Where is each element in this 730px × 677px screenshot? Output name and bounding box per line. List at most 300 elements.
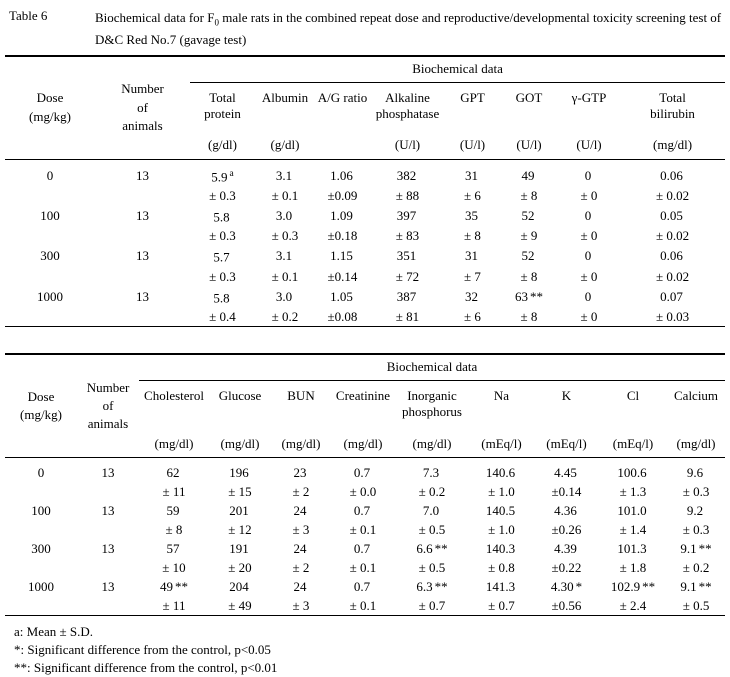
cell-mean: 9.2 [686,502,704,518]
column-unit: (U/l) [576,137,602,153]
significance-marker [249,541,251,556]
table-row-mean [5,205,725,226]
table-row-mean [5,539,725,558]
cell-sd: ± 20 [228,559,252,575]
column-unit: (mg/dl) [154,435,194,451]
dose-value: 0 [37,464,45,480]
dose-column-header [5,354,77,458]
cell-mean: 1.15 [330,248,353,264]
cell-sd: ±0.26 [551,521,582,537]
cell-mean: 24 [293,540,307,556]
cell-sd: ± 6 [464,187,481,203]
mean-superscript [230,209,232,219]
animals-header-line2: of [137,99,148,115]
cell-sd: ± 0.3 [209,228,236,244]
cell-sd: ± 1.8 [619,559,647,575]
significance-marker [307,579,309,594]
cell-sd: ± 15 [228,483,252,499]
cell-sd: ± 72 [395,268,420,284]
table-row-sd [5,226,725,245]
cell-sd: ±0.14 [551,483,582,499]
cell-mean: 23 [293,464,307,480]
cell-sd: ± 0 [580,308,598,324]
significance-marker [370,541,372,556]
column-unit: (mEq/l) [612,435,654,451]
title-text-post: male rats in the combined repeat dose and reproductive/developmental toxicity screening test of D&C Red No.7 (gavage test) [95,10,722,48]
dose-column-header [5,56,95,160]
column-header [599,380,667,457]
animals-column-header [95,56,190,160]
column-unit: (g/dl) [270,137,300,153]
dose-value: 1000 [37,288,63,304]
significance-marker [515,541,517,556]
animals-value: 13 [101,502,115,518]
cell-mean: 102.9 ** [610,578,656,594]
column-header [190,82,255,159]
table-row-sd [5,596,725,616]
column-header [315,82,370,159]
column-name: Calcium [674,387,719,403]
table-row-mean [5,501,725,520]
cell-mean: 6.6 ** [416,540,448,556]
animals-header-line1: Number [86,379,130,395]
significance-marker [416,168,418,183]
dose-value: 100 [31,502,51,518]
cell-mean: 5.8 [213,209,230,225]
cell-mean: 9.6 [686,464,704,480]
cell-sd: ± 1.4 [619,521,647,537]
table-row-sd [5,186,725,205]
cell-mean: 4.36 [554,502,577,518]
significance-marker [577,465,579,480]
cell-sd: ± 83 [395,228,420,244]
significance-marker: ** [698,540,712,556]
column-header [500,82,558,159]
cell-mean: 397 [396,208,417,224]
cell-sd: ± 0.1 [349,559,377,575]
dose-header-line2: (mg/kg) [29,108,71,124]
cell-sd: ± 0.5 [682,597,710,613]
significance-marker [180,465,182,480]
cell-sd: ± 0.02 [655,268,690,284]
cell-mean: 3.1 [275,167,293,183]
cell-sd: ± 9 [520,228,538,244]
significance-marker [249,465,251,480]
significance-marker: ** [175,578,188,594]
column-name: Alkaline phosphatase [375,89,440,121]
animals-column-header [77,354,139,458]
column-name: GOT [515,89,543,105]
column-name: K [561,387,572,403]
cell-sd: ± 1.3 [619,483,647,499]
cell-sd: ±0.18 [327,228,358,244]
column-header [370,82,445,159]
cell-mean: 5.7 [213,249,230,265]
table-caption [5,8,725,50]
cell-sd: ± 2 [292,559,310,575]
significance-marker [292,248,294,263]
table-upper-header [5,56,725,160]
cell-sd: ± 0.02 [655,228,690,244]
cell-mean: 57 [166,540,180,556]
cell-mean: 9.1 ** [680,540,712,556]
mean-superscript [230,290,232,300]
significance-marker [370,465,372,480]
table-row-mean [5,577,725,596]
cell-sd: ±0.14 [327,268,358,284]
cell-sd: ± 8 [520,187,538,203]
cell-sd: ± 0.1 [349,597,377,613]
cell-sd: ± 0.03 [655,308,690,324]
cell-mean: 24 [293,578,307,594]
column-name: Cholesterol [144,387,204,403]
footnote-mean-sd: a: Mean ± S.D. [14,623,93,639]
cell-mean: 100.6 [617,464,647,480]
significance-marker [439,465,441,480]
column-header [331,380,395,457]
animals-header-line2: of [102,397,114,413]
significance-marker [647,465,649,480]
cell-mean: 141.3 [485,578,516,594]
table-row-mean [5,245,725,266]
cell-sd: ± 1.0 [488,483,515,499]
cell-mean: 140.6 [485,464,516,480]
cell-sd: ± 7 [464,268,481,284]
table-number: Table 6 [9,8,48,23]
cell-sd: ± 10 [162,559,186,575]
mean-superscript [230,249,232,259]
significance-marker [416,248,418,263]
cell-sd: ±0.09 [327,187,358,203]
column-name: γ-GTP [571,89,607,105]
column-name: Na [493,387,510,403]
cell-sd: ± 0 [580,268,598,284]
group-header-row [5,56,725,83]
cell-sd: ± 11 [162,483,186,499]
cell-sd: ± 0 [580,228,598,244]
column-name: Glucose [218,387,262,403]
cell-mean: 351 [396,248,417,264]
cell-sd: ± 0 [580,187,598,203]
cell-mean: 35 [465,208,478,224]
significance-marker [647,541,649,556]
cell-sd: ± 1.0 [488,521,515,537]
column-header [469,380,534,457]
footnotes [14,623,725,677]
significance-marker [353,208,355,223]
cell-mean: 0.06 [660,167,683,183]
cell-sd: ± 0.1 [271,268,299,284]
column-header [271,380,331,457]
significance-marker [683,168,685,183]
column-header [395,380,469,457]
table-row-sd [5,520,725,539]
significance-marker: ** [434,540,448,556]
cell-mean: 62 [166,464,180,480]
cell-mean: 49 [521,167,535,183]
significance-marker [703,503,705,518]
cell-sd: ± 2 [292,483,310,499]
column-header [620,82,725,159]
column-unit: (mg/dl) [676,435,716,451]
table-row-sd [5,267,725,286]
title-subscript: 0 [214,17,219,28]
cell-sd: ± 2.4 [619,597,647,613]
significance-marker [577,503,579,518]
column-header [255,82,315,159]
column-name: BUN [287,387,315,403]
significance-marker [180,503,182,518]
column-name: Total bilirubin [650,89,695,121]
significance-marker [416,208,418,223]
cell-sd: ± 0.5 [418,559,446,575]
cell-mean: 1.09 [330,208,353,224]
cell-mean: 0 [584,208,592,224]
cell-mean: 4.30 * [550,578,583,594]
cell-sd: ±0.22 [551,559,582,575]
column-name: Albumin [261,89,309,105]
cell-sd: ± 0.3 [682,521,710,537]
significance-marker [515,465,517,480]
cell-mean: 101.3 [617,540,647,556]
cell-sd: ± 0.02 [655,187,690,203]
cell-sd: ± 0.4 [209,308,236,324]
column-unit: (mEq/l) [546,435,587,451]
cell-mean: 3.1 [275,248,293,264]
cell-mean: 191 [229,540,249,556]
animals-value: 13 [136,248,149,264]
cell-sd: ± 0.2 [271,308,299,324]
significance-marker [591,248,593,263]
significance-marker [292,208,294,223]
significance-marker [439,503,441,518]
significance-marker: * [575,578,583,594]
cell-sd: ± 0.3 [209,268,236,284]
table-row-sd [5,307,725,327]
cell-mean: 4.39 [554,540,577,556]
column-unit: (mEq/l) [481,435,522,451]
cell-mean: 101.0 [617,502,647,518]
dose-value: 300 [40,248,60,264]
cell-mean: 24 [293,502,307,518]
table-row-mean [5,159,725,186]
cell-mean: 1.05 [330,288,353,304]
significance-marker [353,168,355,183]
column-header [558,82,620,159]
significance-marker: ** [434,578,448,594]
animals-value: 13 [136,208,149,224]
cell-sd: ± 3 [292,597,310,613]
cell-mean: 0.7 [353,502,371,518]
significance-marker [683,208,685,223]
significance-marker [591,289,593,304]
column-header [445,82,500,159]
significance-marker [353,289,355,304]
cell-mean: 5.8 [213,289,230,305]
cell-mean: 49 ** [160,578,188,594]
cell-mean: 31 [465,167,478,183]
significance-marker [683,248,685,263]
cell-sd: ± 0.0 [349,483,377,499]
cell-sd: ± 0.1 [349,521,377,537]
footnote-p01: **: Significant difference from the control, p<0.01 [14,659,278,675]
column-unit: (U/l) [459,137,486,153]
column-name: Creatinine [335,387,391,403]
cell-mean: 52 [521,248,535,264]
footnote-p05: *: Significant difference from the control, p<0.05 [14,641,271,657]
table-row-mean [5,286,725,307]
cell-sd: ± 49 [228,597,252,613]
cell-mean: 204 [229,578,249,594]
table-lower-body [5,457,725,615]
cell-mean: 201 [229,502,249,518]
cell-mean: 5.9 $^a$ [211,168,234,184]
significance-marker [292,168,294,183]
table-row-sd [5,558,725,577]
title-text-pre: Biochemical data for F [95,10,215,25]
significance-marker [478,208,480,223]
cell-sd: ± 8 [520,308,538,324]
cell-sd: ± 12 [228,521,252,537]
animals-value: 13 [136,288,149,304]
cell-sd: ± 81 [395,308,420,324]
cell-mean: 52 [521,208,535,224]
animals-header-line1: Number [121,81,164,97]
significance-marker [535,248,537,263]
column-header [209,380,271,457]
cell-mean: 0 [584,167,592,183]
cell-mean: 0.05 [660,208,683,224]
cell-mean: 3.0 [275,288,293,304]
column-unit: (mg/dl) [412,435,452,451]
significance-marker [307,503,309,518]
column-unit: (U/l) [516,137,542,153]
group-header-label: Biochemical data [190,56,725,83]
cell-mean: 3.0 [275,208,293,224]
cell-sd: ± 8 [165,521,183,537]
cell-sd: ± 6 [464,308,481,324]
dose-value: 1000 [28,578,54,594]
cell-sd: ± 3 [292,521,310,537]
significance-marker [577,541,579,556]
cell-mean: 0.06 [660,248,683,264]
significance-marker [591,168,593,183]
animals-value: 13 [101,464,115,480]
cell-mean: 59 [166,502,180,518]
group-header-row [5,354,725,381]
cell-mean: 140.3 [485,540,516,556]
table-title [95,8,723,50]
table-row-sd [5,482,725,501]
cell-sd: ± 0.7 [488,597,515,613]
significance-marker [647,503,649,518]
cell-sd: ± 8 [464,228,481,244]
significance-marker [307,465,309,480]
column-name: A/G ratio [317,89,368,105]
significance-marker [515,579,517,594]
cell-sd: ±0.56 [551,597,582,613]
table-row-mean [5,457,725,482]
cell-mean: 7.3 [422,464,440,480]
cell-mean: 382 [396,167,417,183]
cell-mean: 0 [584,248,592,264]
cell-sd: ± 0.5 [418,521,446,537]
animals-header-line3: animals [87,416,129,431]
significance-marker [591,208,593,223]
cell-mean: 63 ** [515,288,543,304]
cell-sd: ± 0.7 [418,597,446,613]
significance-marker [535,208,537,223]
animals-value: 13 [101,578,115,594]
dose-header-line2: (mg/kg) [20,406,62,422]
dose-value: 300 [31,540,51,556]
column-name: GPT [460,89,485,105]
cell-mean: 140.5 [485,502,516,518]
cell-sd: ± 0.2 [418,483,446,499]
cell-mean: 6.3 ** [416,578,448,594]
significance-marker [535,168,537,183]
cell-sd: ± 0.8 [488,559,515,575]
cell-mean: 387 [396,288,417,304]
cell-mean: 9.1 ** [680,578,712,594]
cell-mean: 0 [584,288,592,304]
significance-marker [683,289,685,304]
significance-marker: ** [642,578,656,594]
column-unit: (mg/dl) [281,435,321,451]
cell-sd: ± 11 [162,597,186,613]
cell-mean: 4.45 [554,464,577,480]
table-lower-header [5,354,725,458]
biochem-table-upper [5,55,725,327]
column-header [667,380,725,457]
cell-mean: 0.7 [353,464,371,480]
significance-marker [307,541,309,556]
cell-sd: ± 0.3 [209,187,236,203]
significance-marker [515,503,517,518]
column-unit: (g/dl) [208,137,237,153]
column-header [139,380,209,457]
cell-sd: ± 0.1 [271,187,299,203]
column-unit: (mg/dl) [343,435,383,451]
cell-mean: 0.07 [660,288,683,304]
cell-mean: 7.0 [422,502,440,518]
significance-marker [370,579,372,594]
dose-header-line1: Dose [36,90,64,106]
column-header [534,380,599,457]
column-name: Cl [626,387,640,403]
cell-mean: 1.06 [330,167,353,183]
column-unit: (U/l) [394,137,421,153]
cell-mean: 31 [465,248,478,264]
cell-sd: ± 88 [395,187,420,203]
significance-marker [249,503,251,518]
column-unit: (mg/dl) [653,137,693,153]
cell-sd: ± 8 [520,268,538,284]
cell-mean: 32 [465,288,478,304]
significance-marker [370,503,372,518]
significance-marker: ** [530,288,543,304]
animals-value: 13 [136,167,149,183]
group-header-label: Biochemical data [139,354,725,381]
significance-marker [249,579,251,594]
significance-marker: ** [698,578,712,594]
mean-superscript: a [229,168,234,179]
table-upper-body [5,159,725,326]
animals-value: 13 [101,540,115,556]
column-unit: (mg/dl) [220,435,260,451]
cell-mean: 196 [229,464,249,480]
biochem-table-lower [5,353,725,616]
